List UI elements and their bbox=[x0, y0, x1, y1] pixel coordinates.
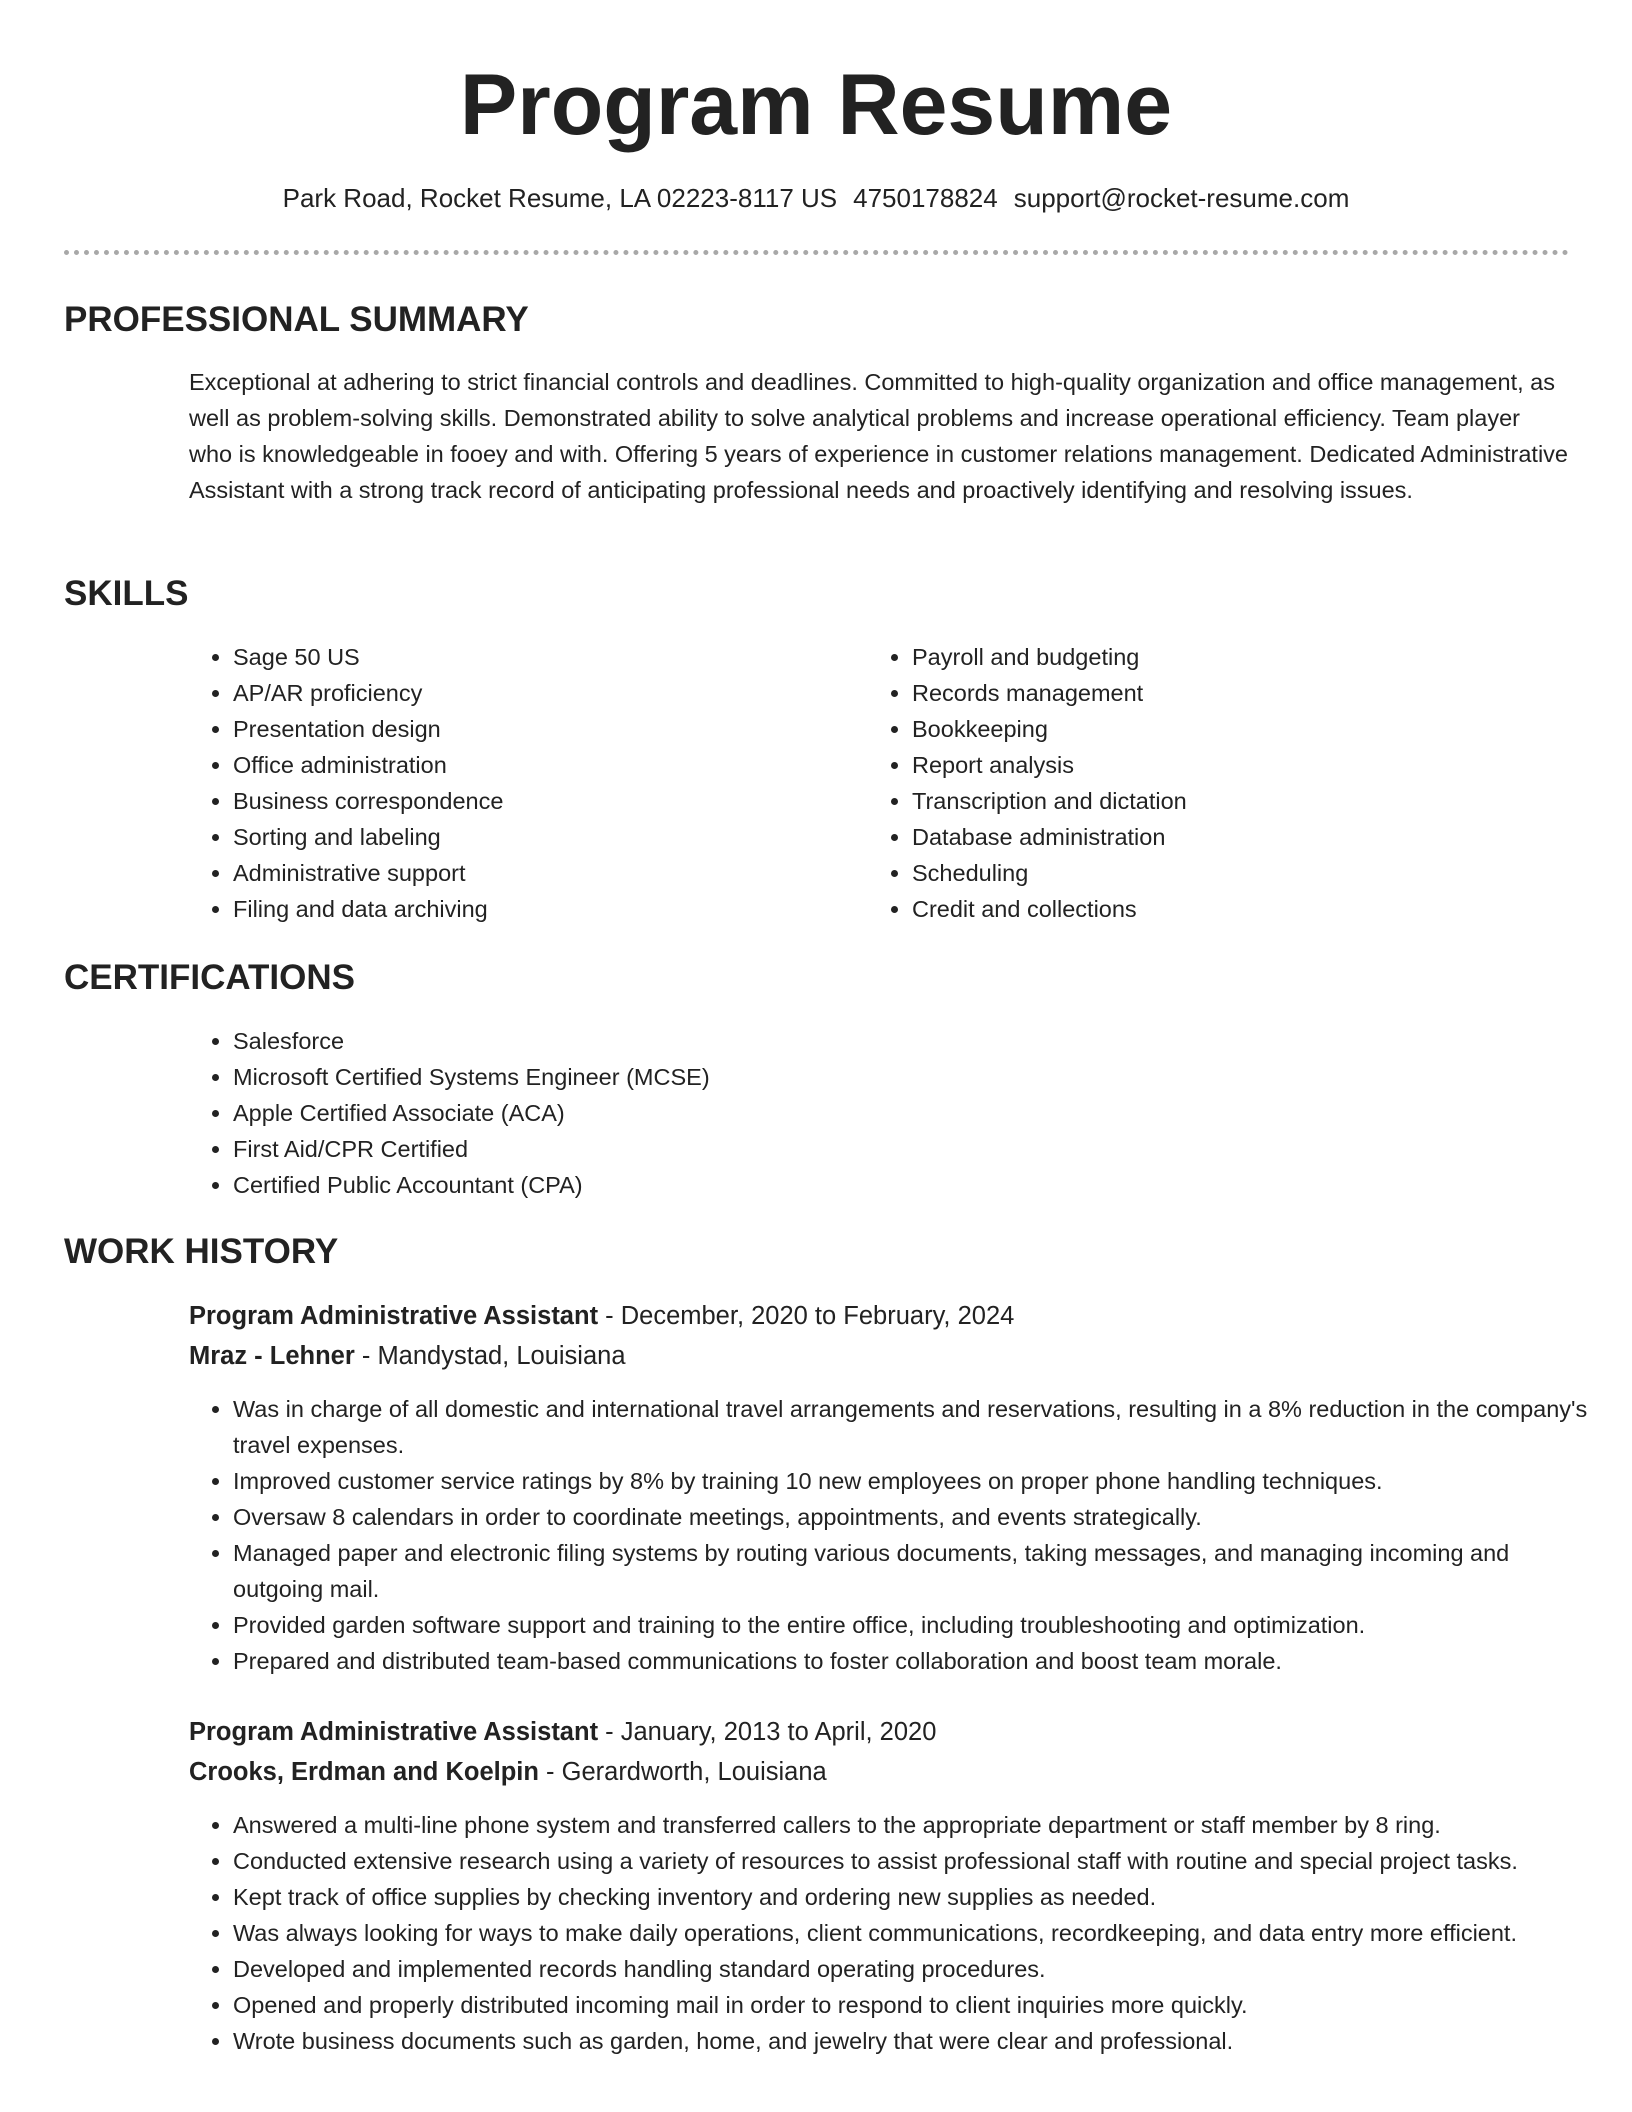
job-duties-list bbox=[189, 1807, 1595, 2059]
job-dates: - January, 2013 to April, 2020 bbox=[598, 1718, 937, 1746]
header-divider bbox=[64, 250, 1569, 255]
job-duty-item: • Answered a multi-line phone system and transferred callers to the appropriate department or staff member by 8 ring. bbox=[233, 1807, 1595, 1843]
certification-item: • First Aid/CPR Certified bbox=[233, 1131, 1533, 1167]
certification-item: • Certified Public Accountant (CPA) bbox=[233, 1167, 1533, 1203]
skills-heading: SKILLS bbox=[64, 574, 189, 613]
skill-item: • Office administration bbox=[233, 747, 853, 783]
certifications-heading: CERTIFICATIONS bbox=[64, 958, 356, 997]
job-duty-item: • Kept track of office supplies by checking inventory and ordering new supplies as needed. bbox=[233, 1879, 1595, 1915]
job-company: Mraz - Lehner bbox=[189, 1342, 355, 1370]
skill-item: • Administrative support bbox=[233, 855, 853, 891]
job-dates: - December, 2020 to February, 2024 bbox=[598, 1302, 1015, 1330]
certifications-list bbox=[189, 1023, 1533, 1203]
job-duty-item: • Managed paper and electronic filing systems by routing various documents, taking messages, and managing incoming and outgoing mail. bbox=[233, 1535, 1595, 1607]
job-duty-item: • Provided garden software support and training to the entire office, including troubleshooting and optimization. bbox=[233, 1607, 1595, 1643]
skill-item: • Presentation design bbox=[233, 711, 853, 747]
job-position: Program Administrative Assistant bbox=[189, 1718, 599, 1746]
job-duty-item: • Wrote business documents such as garden, home, and jewelry that were clear and professional. bbox=[233, 2023, 1595, 2059]
skill-item: • Filing and data archiving bbox=[233, 891, 853, 927]
job-company-line bbox=[189, 1337, 626, 1375]
job-location: - Mandystad, Louisiana bbox=[354, 1342, 626, 1370]
skill-item: • Payroll and budgeting bbox=[912, 639, 1532, 675]
contact-address: Park Road, Rocket Resume, LA 02223-8117 US bbox=[282, 183, 838, 213]
job-duty-item: • Conducted extensive research using a variety of resources to assist professional staff with routine and special project tasks. bbox=[233, 1843, 1595, 1879]
job-location: - Gerardworth, Louisiana bbox=[538, 1758, 827, 1786]
job-duty-item: • Prepared and distributed team-based communications to foster collaboration and boost team morale. bbox=[233, 1643, 1595, 1679]
summary-text: Exceptional at adhering to strict financial controls and deadlines. Committed to high-quality organization and office management, as well as problem-solving skills. Demonstrated ability to solve analytical problems and increase operational efficiency. Team player who is knowledgeable in fooey and with. Offering 5 years of experience in customer relations management. Dedicated Administrative Assistant with a strong track record of anticipating professional needs and proactively identifying and resolving issues. bbox=[189, 369, 1568, 503]
skill-item: • Bookkeeping bbox=[912, 711, 1532, 747]
job-duty-item: • Oversaw 8 calendars in order to coordinate meetings, appointments, and events strategically. bbox=[233, 1499, 1595, 1535]
skill-item: • AP/AR proficiency bbox=[233, 675, 853, 711]
summary-heading: PROFESSIONAL SUMMARY bbox=[64, 300, 529, 339]
job-duty-item: • Was always looking for ways to make daily operations, client communications, recordkeeping, and data entry more efficient. bbox=[233, 1915, 1595, 1951]
work-history-heading: WORK HISTORY bbox=[64, 1232, 339, 1271]
certification-item: • Salesforce bbox=[233, 1023, 1533, 1059]
skills-list-right bbox=[868, 639, 1532, 927]
job-duty-item: • Developed and implemented records handling standard operating procedures. bbox=[233, 1951, 1595, 1987]
job-duties-list bbox=[189, 1391, 1595, 1679]
job-company: Crooks, Erdman and Koelpin bbox=[189, 1758, 539, 1786]
job-company-line bbox=[189, 1753, 827, 1791]
skill-item: • Transcription and dictation bbox=[912, 783, 1532, 819]
skill-item: • Business correspondence bbox=[233, 783, 853, 819]
skill-item: • Scheduling bbox=[912, 855, 1532, 891]
job-title-line bbox=[189, 1297, 1014, 1335]
skill-item: • Report analysis bbox=[912, 747, 1532, 783]
job-duty-item: • Improved customer service ratings by 8% by training 10 new employees on proper phone handling techniques. bbox=[233, 1463, 1595, 1499]
contact-line bbox=[0, 180, 1632, 216]
skill-item: • Database administration bbox=[912, 819, 1532, 855]
certification-item: • Microsoft Certified Systems Engineer (MCSE) bbox=[233, 1059, 1533, 1095]
contact-email: support@rocket-resume.com bbox=[1013, 183, 1350, 213]
contact-phone: 4750178824 bbox=[853, 183, 998, 213]
job-duty-item: • Was in charge of all domestic and international travel arrangements and reservations, resulting in a 8% reduction in the company's travel expenses. bbox=[233, 1391, 1595, 1463]
resume-name: Program Resume bbox=[459, 57, 1173, 153]
job-position: Program Administrative Assistant bbox=[189, 1302, 599, 1330]
job-title-line bbox=[189, 1713, 936, 1751]
skill-item: • Credit and collections bbox=[912, 891, 1532, 927]
skills-list-left bbox=[189, 639, 853, 927]
skill-item: • Records management bbox=[912, 675, 1532, 711]
skill-item: • Sorting and labeling bbox=[233, 819, 853, 855]
certification-item: • Apple Certified Associate (ACA) bbox=[233, 1095, 1533, 1131]
job-duty-item: • Opened and properly distributed incoming mail in order to respond to client inquiries more quickly. bbox=[233, 1987, 1595, 2023]
skill-item: • Sage 50 US bbox=[233, 639, 853, 675]
